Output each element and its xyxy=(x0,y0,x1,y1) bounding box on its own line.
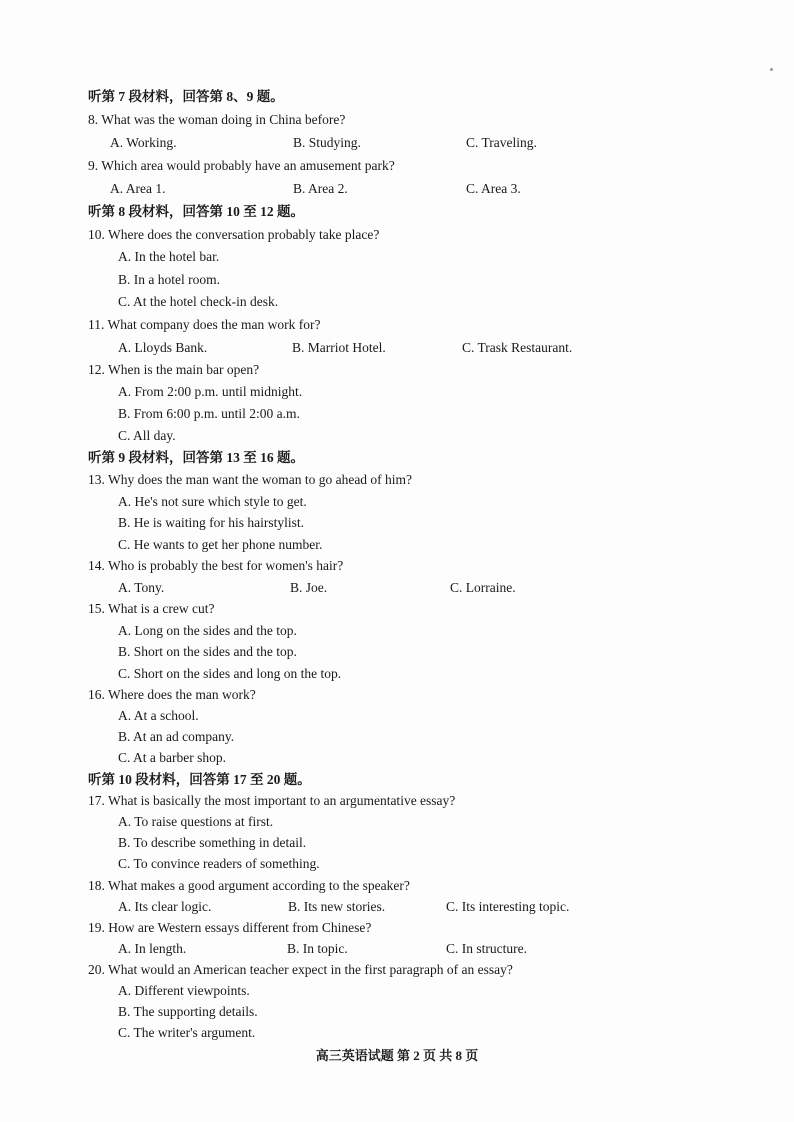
question-14-option-c: C. Lorraine. xyxy=(450,580,516,595)
question-19-stem: 19. How are Western essays different from Chinese? xyxy=(88,920,372,935)
question-14-option-a: A. Tony. xyxy=(118,580,165,595)
question-15-option-b: B. Short on the sides and the top. xyxy=(118,644,297,659)
question-16-option-c: C. At a barber shop. xyxy=(118,750,226,765)
question-20-option-c: C. The writer's argument. xyxy=(118,1025,256,1040)
question-20-stem: 20. What would an American teacher expect in the first paragraph of an essay? xyxy=(88,962,513,977)
question-18-option-c: C. Its interesting topic. xyxy=(446,899,570,914)
question-16-option-a: A. At a school. xyxy=(118,708,199,723)
question-12-option-b: B. From 6:00 p.m. until 2:00 a.m. xyxy=(118,406,300,421)
section-heading: 听第 8 段材料，回答第 10 至 12 题。 xyxy=(88,204,304,219)
question-11-option-b: B. Marriot Hotel. xyxy=(292,340,386,355)
question-19-option-b: B. In topic. xyxy=(287,941,348,956)
question-9-option-b: B. Area 2. xyxy=(293,181,348,196)
question-9-option-c: C. Area 3. xyxy=(466,181,521,196)
question-14-stem: 14. Who is probably the best for women's hair? xyxy=(88,558,344,573)
question-8-stem: 8. What was the woman doing in China before? xyxy=(88,112,346,127)
question-15-option-c: C. Short on the sides and long on the top. xyxy=(118,666,342,681)
question-10-option-a: A. In the hotel bar. xyxy=(118,249,220,264)
question-17-option-c: C. To convince readers of something. xyxy=(118,856,320,871)
page-footer: 高三英语试题 第 2 页 共 8 页 xyxy=(315,1048,479,1063)
question-11-stem: 11. What company does the man work for? xyxy=(88,317,321,332)
question-16-option-b: B. At an ad company. xyxy=(118,729,235,744)
section-heading: 听第 7 段材料，回答第 8、9 题。 xyxy=(88,89,284,104)
question-15-option-a: A. Long on the sides and the top. xyxy=(118,623,297,638)
question-9-stem: 9. Which area would probably have an amusement park? xyxy=(88,158,395,173)
question-10-stem: 10. Where does the conversation probably take place? xyxy=(88,227,380,242)
scan-speck xyxy=(770,68,773,71)
question-9-option-a: A. Area 1. xyxy=(110,181,166,196)
question-20-option-a: A. Different viewpoints. xyxy=(118,983,250,998)
question-18-option-a: A. Its clear logic. xyxy=(118,899,212,914)
question-8-option-b: B. Studying. xyxy=(293,135,361,150)
question-17-option-a: A. To raise questions at first. xyxy=(118,814,274,829)
question-18-option-b: B. Its new stories. xyxy=(288,899,386,914)
question-12-option-a: A. From 2:00 p.m. until midnight. xyxy=(118,384,303,399)
question-19-option-c: C. In structure. xyxy=(446,941,527,956)
question-15-stem: 15. What is a crew cut? xyxy=(88,601,215,616)
question-17-stem: 17. What is basically the most important to an argumentative essay? xyxy=(88,793,456,808)
question-11-option-a: A. Lloyds Bank. xyxy=(118,340,208,355)
question-8-option-a: A. Working. xyxy=(110,135,177,150)
question-14-option-b: B. Joe. xyxy=(290,580,328,595)
question-8-option-c: C. Traveling. xyxy=(466,135,537,150)
section-heading: 听第 10 段材料，回答第 17 至 20 题。 xyxy=(88,772,311,787)
question-19-option-a: A. In length. xyxy=(118,941,187,956)
question-18-stem: 18. What makes a good argument according to the speaker? xyxy=(88,878,410,893)
question-13-option-a: A. He's not sure which style to get. xyxy=(118,494,307,509)
section-heading: 听第 9 段材料，回答第 13 至 16 题。 xyxy=(88,450,304,465)
question-13-stem: 13. Why does the man want the woman to go ahead of him? xyxy=(88,472,413,487)
question-17-option-b: B. To describe something in detail. xyxy=(118,835,307,850)
question-13-option-c: C. He wants to get her phone number. xyxy=(118,537,323,552)
question-12-stem: 12. When is the main bar open? xyxy=(88,362,260,377)
question-11-option-c: C. Trask Restaurant. xyxy=(462,340,573,355)
question-12-option-c: C. All day. xyxy=(118,428,176,443)
question-10-option-b: B. In a hotel room. xyxy=(118,272,220,287)
question-20-option-b: B. The supporting details. xyxy=(118,1004,258,1019)
question-10-option-c: C. At the hotel check-in desk. xyxy=(118,294,279,309)
question-16-stem: 16. Where does the man work? xyxy=(88,687,256,702)
question-13-option-b: B. He is waiting for his hairstylist. xyxy=(118,515,304,530)
